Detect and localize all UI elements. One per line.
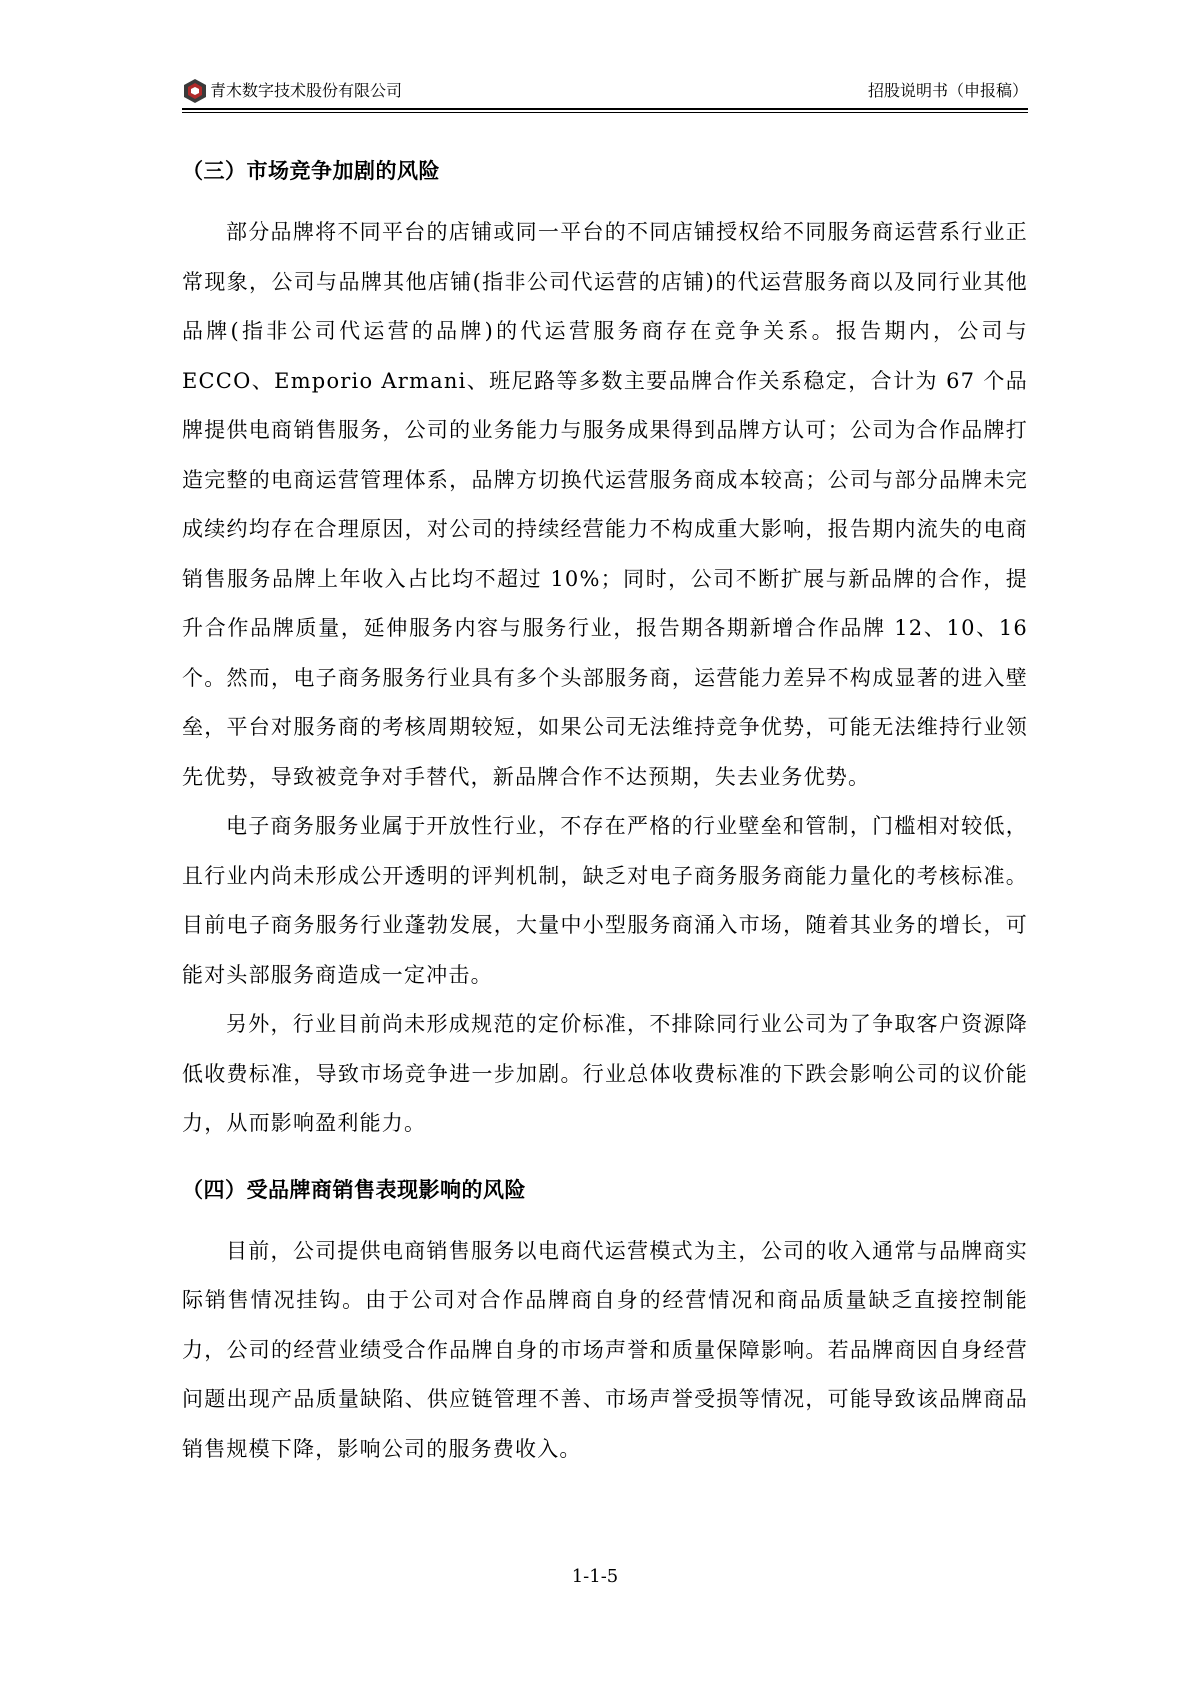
paragraph: 目前，公司提供电商销售服务以电商代运营模式为主，公司的收入通常与品牌商实际销售情况挂钩。由于公司对合作品牌商自身的经营情况和商品质量缺乏直接控制能力，公司的经营业绩受合作品牌自身的市场声誉和质量保障影响。若品牌商因自身经营问题出现产品质量缺陷、供应链管理不善、市场声誉受损等情况，可能导致该品牌商品销售规模下降，影响公司的服务费收入。 <box>182 1238 1028 1461</box>
header-company-name: 青木数字技术股份有限公司 <box>210 81 403 100</box>
header-divider-thin <box>182 112 1028 113</box>
header-document-title: 招股说明书（申报稿） <box>867 81 1028 100</box>
page-body <box>182 148 1028 1474</box>
paragraph: 电子商务服务业属于开放性行业，不存在严格的行业壁垒和管制，门槛相对较低，且行业内尚未形成公开透明的评判机制，缺乏对电子商务服务商能力量化的考核标准。目前电子商务服务行业蓬勃发展，大量中小型服务商涌入市场，随着其业务的增长，可能对头部服务商造成一定冲击。 <box>182 814 1028 987</box>
section-heading-4: （四）受品牌商销售表现影响的风险 <box>182 1177 526 1202</box>
header-divider <box>182 108 1028 110</box>
page-number: 1-1-5 <box>571 1566 619 1587</box>
paragraph: 部分品牌将不同平台的店铺或同一平台的不同店铺授权给不同服务商运营系行业正常现象，公司与品牌其他店铺(指非公司代运营的店铺)的代运营服务商以及同行业其他品牌(指非公司代运营的品牌)的代运营服务商存在竞争关系。报告期内，公司与 ECCO、Emporio Armani、班尼路等多数主要品牌合作关系稳定，合计为 67 个品牌提供电商销售服务，公司的业务能力与服务成果得到品牌方认可；公司为合作品牌打造完整的电商运营管理体系，品牌方切换代运营服务商成本较高；公司与部分品牌未完成续约均存在合理原因，对公司的持续经营能力不构成重大影响，报告期内流失的电商销售服务品牌上年收入占比均不超过 10%；同时，公司不断扩展与新品牌的合作，提升合作品牌质量，延伸服务内容与服务行业，报告期各期新增合作品牌 12、10、16 个。然而，电子商务服务行业具有多个头部服务商，运营能力差异不构成显著的进入壁垒，平台对服务商的考核周期较短，如果公司无法维持竞争优势，可能无法维持行业领先优势，导致被竞争对手替代，新品牌合作不达预期，失去业务优势。 <box>182 220 1028 789</box>
section-heading-3: （三）市场竞争加剧的风险 <box>182 159 440 183</box>
company-logo-icon <box>182 78 208 104</box>
paragraph: 另外，行业目前尚未形成规范的定价标准，不排除同行业公司为了争取客户资源降低收费标准，导致市场竞争进一步加剧。行业总体收费标准的下跌会影响公司的议价能力，从而影响盈利能力。 <box>182 1012 1028 1135</box>
page-header <box>182 78 1028 108</box>
